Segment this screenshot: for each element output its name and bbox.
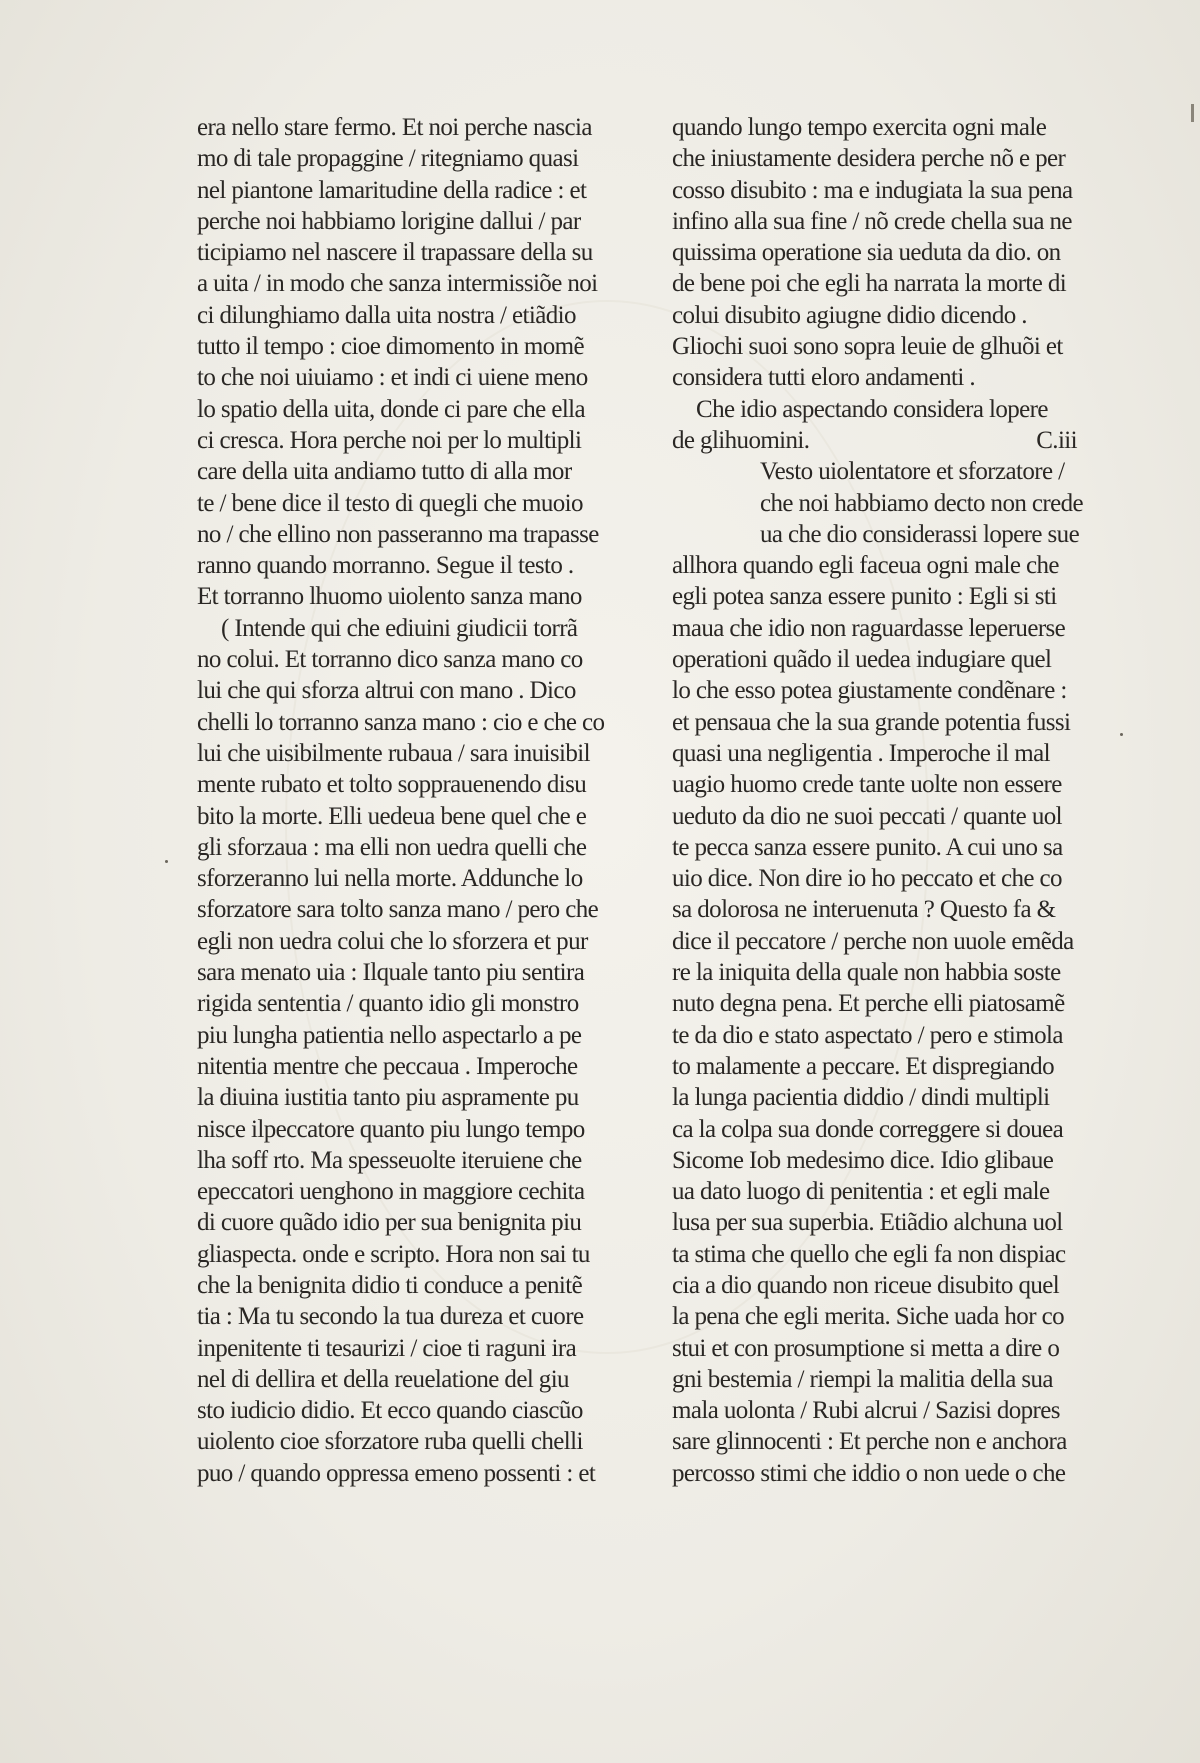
text-line: quasi una negligentia . Imperoche il mal (672, 739, 1050, 767)
text-line: egli non uedra colui che lo sforzera et pur (197, 927, 588, 955)
text-line: dice il peccatore / perche non uuole emẽda (672, 927, 1074, 955)
ink-speck (1120, 733, 1123, 736)
left-text-column (197, 112, 647, 1489)
text-line: sto iudicio didio. Et ecco quando ciascũo (197, 1397, 583, 1425)
text-line: lha soff rto. Ma spesseuolte iteruiene che (197, 1146, 582, 1174)
text-line: sforzeranno lui nella morte. Addunche lo (197, 865, 583, 893)
text-line: care della uita andiamo tutto di alla mor (197, 458, 572, 486)
text-line: egli potea sanza essere punito : Egli si sti (672, 583, 1057, 611)
text-line: no / che ellino non passeranno ma trapasse (197, 520, 599, 548)
text-line: quissima operatione sia ueduta da dio. on (672, 239, 1061, 267)
text-line: te pecca sanza essere punito. A cui uno sa (672, 833, 1063, 861)
text-line: Sicome Iob medesimo dice. Idio glibaue (672, 1146, 1054, 1174)
text-line: percosso stimi che iddio o non uede o che (672, 1459, 1066, 1487)
text-line: Vesto uiolentatore et sforzatore / (760, 458, 1065, 486)
text-line: ua che dio considerassi lopere sue (760, 520, 1080, 548)
text-line: gliaspecta. onde e scripto. Hora non sai tu (197, 1240, 590, 1268)
text-line: lui che uisibilmente rubaua / sara inuisibil (197, 739, 590, 767)
text-line: nitentia mentre che peccaua . Imperoche (197, 1052, 578, 1080)
text-line: Et torranno lhuomo uiolento sanza mano (197, 583, 582, 611)
text-line: tia : Ma tu secondo la tua dureza et cuore (197, 1303, 584, 1331)
text-line: bito la morte. Elli uedeua bene quel che e (197, 802, 587, 830)
text-line: gli sforzaua : ma elli non uedra quelli che (197, 833, 587, 861)
text-line: gni bestemia / riempi la malitia della sua (672, 1365, 1053, 1393)
text-line: re la iniquita della quale non habbia soste (672, 959, 1061, 987)
text-line: era nello stare fermo. Et noi perche nascia (197, 114, 592, 141)
text-line: colui disubito agiugne didio dicendo . (672, 301, 1027, 329)
text-line: quando lungo tempo exercita ogni male (672, 114, 1047, 141)
text-line: ci cresca. Hora perche noi per lo multipli (197, 426, 582, 454)
text-line: et pensaua che la sua grande potentia fussi (672, 708, 1071, 736)
text-line: ta stima che quello che egli fa non dispiac (672, 1240, 1066, 1268)
heading-line: Che idio aspectando considera lopere (696, 395, 1048, 423)
text-line: ( Intende qui che ediuini giudicii torrã (221, 614, 578, 642)
right-column-top-text (672, 112, 1107, 394)
text-line: di cuore quãdo idio per sua benignita piu (197, 1209, 582, 1237)
text-line: uagio huomo crede tante uolte non essere (672, 771, 1062, 799)
text-line: te da dio e stato aspectato / pero e stimola (672, 1021, 1063, 1049)
text-line: considera tutti eloro andamenti . (672, 364, 976, 392)
text-line: lo spatio della uita, donde ci pare che ella (197, 395, 586, 423)
text-line: allhora quando egli faceua ogni male che (672, 552, 1059, 580)
chapter-heading (672, 394, 1107, 457)
text-line: nel di dellira et della reuelatione del giu (197, 1365, 569, 1393)
text-line: cosso disubito : ma e indugiata la sua pena (672, 176, 1073, 204)
text-line: uiolento cioe sforzatore ruba quelli chelli (197, 1428, 583, 1456)
signature-mark: C.iii (1036, 426, 1077, 454)
text-line: to malamente a peccare. Et dispregiando (672, 1052, 1054, 1080)
text-line: to che noi uiuiamo : et indi ci uiene meno (197, 364, 588, 392)
heading-line (672, 425, 1107, 456)
heading-line-text: de glihuomini. (672, 426, 810, 454)
text-line: sforzatore sara tolto sanza mano / pero che (197, 896, 599, 924)
text-line: piu lungha patientia nello aspectarlo a pe (197, 1021, 582, 1049)
text-line: tutto il tempo : cioe dimomento in momẽ (197, 333, 584, 361)
text-line: nel piantone lamaritudine della radice : et (197, 176, 587, 204)
text-line: la diuina iustitia tanto piu aspramente pu (197, 1084, 579, 1112)
text-line: infino alla sua fine / nõ crede chella sua ne (672, 207, 1072, 235)
text-line: la lunga pacientia diddio / dindi multipli (672, 1084, 1050, 1112)
text-line: che iniustamente desidera perche nõ e per (672, 145, 1066, 173)
text-line: mente rubato et tolto sopprauenendo disu (197, 771, 587, 799)
text-line: la pena che egli merita. Siche uada hor co (672, 1303, 1064, 1331)
text-line: ueduto da dio ne suoi peccati / quante uol (672, 802, 1062, 830)
text-line: mo di tale propaggine / ritegniamo quasi (197, 145, 579, 173)
text-line: operationi quãdo il uedea indugiare quel (672, 646, 1052, 674)
text-line: perche noi habbiamo lorigine dallui / par (197, 207, 581, 235)
text-line: che noi habbiamo decto non crede (760, 489, 1084, 517)
right-text-column (672, 112, 1107, 1489)
text-line: lui che qui sforza altrui con mano . Dico (197, 677, 576, 705)
text-line: stui et con prosumptione si metta a dire o (672, 1334, 1060, 1362)
text-line: che la benignita didio ti conduce a penitẽ (197, 1271, 583, 1299)
text-line: maua che idio non raguardasse leperuerse (672, 614, 1066, 642)
text-line: uio dice. Non dire io ho peccato et che co (672, 865, 1062, 893)
text-line: inpenitente ti tesaurizi / cioe ti raguni ira (197, 1334, 577, 1362)
text-line: cia a dio quando non riceue disubito quel (672, 1271, 1060, 1299)
text-line: ranno quando morranno. Segue il testo . (197, 552, 574, 580)
text-line: ua dato luogo di penitentia : et egli male (672, 1178, 1050, 1206)
text-line: ci dilunghiamo dalla uita nostra / etiãdio (197, 301, 576, 329)
text-line: nuto degna pena. Et perche elli piatosamẽ (672, 990, 1065, 1018)
text-line: ca la colpa sua donde correggere si douea (672, 1115, 1064, 1143)
text-line: mala uolonta / Rubi alcrui / Sazisi dopres (672, 1397, 1060, 1425)
text-line: a uita / in modo che sanza intermissiõe noi (197, 270, 598, 298)
text-line: Gliochi suoi sono sopra leuie de glhuõi et (672, 333, 1063, 361)
text-line: epeccatori uenghono in maggiore cechita (197, 1178, 585, 1206)
text-line: no colui. Et torranno dico sanza mano co (197, 646, 583, 674)
ink-speck (165, 860, 168, 863)
text-line: te / bene dice il testo di quegli che muoio (197, 489, 583, 517)
text-line: chelli lo torranno sanza mano : cio e che co (197, 708, 605, 736)
right-column-bottom-text (672, 456, 1107, 1489)
text-line: de bene poi che egli ha narrata la morte di (672, 270, 1067, 298)
text-line: sara menato uia : Ilquale tanto piu sentira (197, 959, 585, 987)
text-line: lo che esso potea giustamente condẽnare : (672, 677, 1067, 705)
text-line: sare glinnocenti : Et perche non e anchora (672, 1428, 1067, 1456)
text-line: ticipiamo nel nascere il trapassare della su (197, 239, 593, 267)
binding-mark (1191, 104, 1194, 122)
text-line: puo / quando oppressa emeno possenti : et (197, 1459, 596, 1487)
text-line: rigida sententia / quanto idio gli monstro (197, 990, 579, 1018)
text-line: lusa per sua superbia. Etiãdio alchuna uol (672, 1209, 1063, 1237)
text-line: nisce ilpeccatore quanto piu lungo tempo (197, 1115, 585, 1143)
text-line: sa dolorosa ne interuenuta ? Questo fa & (672, 896, 1056, 924)
